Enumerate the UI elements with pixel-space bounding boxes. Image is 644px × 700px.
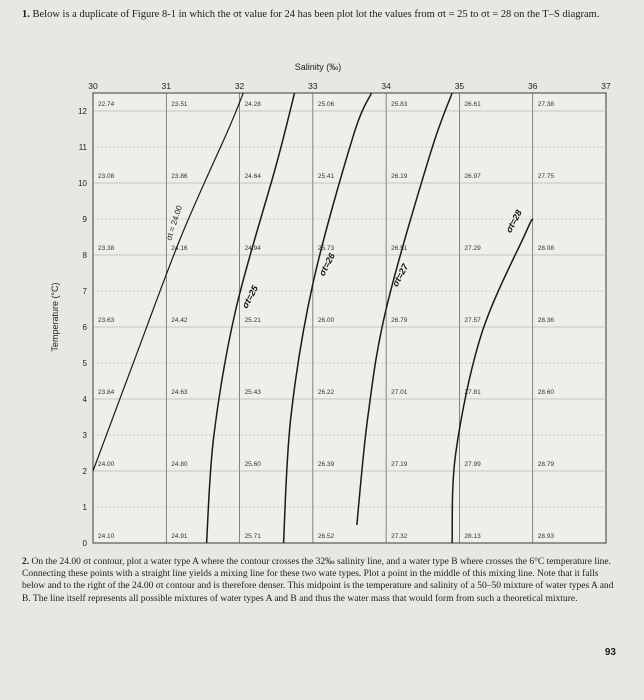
y-tick-label: 4 (82, 395, 87, 404)
x-tick-label: 37 (601, 81, 611, 91)
sigma-value: 23.51 (171, 101, 188, 108)
x-tick-label: 35 (454, 81, 465, 91)
sigma-value: 28.08 (537, 245, 554, 252)
sigma-value: 26.61 (464, 101, 481, 108)
question-1-text: Below is a duplicate of Figure 8-1 in which the σt value for 24 has been plot (32, 9, 354, 20)
y-tick-label: 8 (82, 251, 87, 260)
question-2-text: On the 24.00 σt contour, plot a water type A where the contour crosses the 32‰ salinity line, and a water type B where crosses the 6°C temperature line. Connecting these points with a straight line yields a mixing line for these two wate types. Plot a point in the middle of this mixing line. Note that it falls below and to the right of the 24.00 σt contour and is therefore denser. This midpoint is the temperature and salinity of a 50–50 mixture of water types A and B. The line itself represents all possible mixtures of water types A and B and thus the water mass that would form from such a theoretical mixture. (22, 557, 614, 604)
sigma-value: 27.99 (464, 461, 481, 468)
handwritten-sigma-label: σt=27 (390, 262, 411, 289)
sigma-value: 26.52 (317, 533, 335, 540)
sigma-value: 25.73 (317, 245, 335, 252)
sigma-value: 24.16 (171, 245, 188, 252)
sigma-value: 24.10 (98, 533, 115, 540)
sigma-value: 26.00 (317, 317, 335, 324)
y-tick-label: 2 (82, 467, 87, 476)
sigma-value: 24.94 (244, 245, 261, 252)
sigma-value: 25.06 (317, 101, 335, 108)
page-number: 93 (604, 647, 616, 658)
sigma-value: 28.79 (537, 461, 554, 468)
sigma-value: 27.75 (537, 173, 554, 180)
sigma-value: 24.91 (171, 533, 188, 540)
x-tick-label: 34 (381, 81, 391, 91)
sigma-value: 27.81 (464, 389, 481, 396)
sigma-value: 26.79 (391, 317, 408, 324)
handwritten-sigma-label: σt=25 (239, 283, 261, 310)
handwritten-sigma-label: σt=26 (316, 251, 338, 278)
sigma-value: 25.71 (244, 533, 261, 540)
sigma-value: 24.28 (244, 101, 261, 108)
sigma-value: 28.36 (537, 317, 554, 324)
question-2 (22, 556, 622, 605)
sigma-value: 26.39 (317, 461, 335, 468)
sigma-value: 26.22 (317, 389, 335, 396)
sigma-value: 25.83 (391, 101, 408, 108)
y-tick-label: 3 (82, 431, 87, 440)
question-1-number: 1. (22, 9, 30, 20)
sigma-value: 24.00 (98, 461, 115, 468)
sigma-value: 27.19 (391, 461, 408, 468)
y-tick-label: 5 (82, 359, 87, 368)
sigma-value: 27.57 (464, 317, 481, 324)
sigma-value: 26.51 (391, 245, 408, 252)
y-tick-label: 1 (82, 503, 87, 512)
sigma-value: 27.38 (537, 101, 554, 108)
handwritten-sigma-label: σt=28 (503, 208, 524, 235)
y-axis-label: Temperature (°C) (50, 282, 60, 352)
sigma-value: 23.08 (98, 173, 115, 180)
sigma-value: 23.63 (98, 317, 115, 324)
sigma-contour-label: σt = 24.00 (164, 204, 185, 242)
sigma-value: 24.64 (244, 173, 261, 180)
sigma-value: 28.93 (537, 533, 554, 540)
x-tick-label: 31 (161, 81, 172, 91)
y-tick-label: 7 (82, 287, 87, 296)
sigma-value: 24.42 (171, 317, 188, 324)
plot-frame (93, 93, 606, 543)
sigma-value: 24.63 (171, 389, 188, 396)
sigma-value: 23.86 (171, 173, 188, 180)
sigma-value: 25.43 (244, 389, 261, 396)
y-tick-label: 12 (78, 107, 87, 116)
sigma-value: 25.60 (244, 461, 261, 468)
x-tick-label: 30 (88, 81, 98, 91)
sigma-value: 23.38 (98, 245, 115, 252)
sigma-value: 22.74 (98, 101, 115, 108)
sigma-value: 27.32 (391, 533, 408, 540)
y-tick-label: 11 (78, 143, 87, 152)
sigma-value: 28.60 (537, 389, 554, 396)
sigma-value: 26.19 (391, 173, 408, 180)
y-tick-label: 0 (82, 539, 87, 548)
x-tick-label: 36 (527, 81, 538, 91)
sigma-value: 27.29 (464, 245, 481, 252)
question-1-text-tail: lot the values from σt = 25 to σt = 28 on the T–S diagram. (355, 9, 600, 20)
sigma-value: 28.13 (464, 533, 481, 540)
y-tick-label: 6 (82, 323, 87, 332)
x-tick-label: 33 (308, 81, 318, 91)
x-axis-label: Salinity (‰) (294, 62, 342, 72)
sigma-value: 23.84 (98, 389, 115, 396)
grid (93, 93, 606, 543)
sigma-value: 25.41 (317, 173, 335, 180)
sigma-value: 26.97 (464, 173, 481, 180)
x-tick-label: 32 (234, 81, 245, 91)
question-2-number: 2. (22, 557, 30, 567)
y-tick-label: 10 (78, 179, 87, 188)
sigma-value: 24.80 (171, 461, 188, 468)
y-tick-label: 9 (82, 215, 87, 224)
sigma-value: 27.01 (391, 389, 408, 396)
sigma-value: 25.21 (244, 317, 261, 324)
